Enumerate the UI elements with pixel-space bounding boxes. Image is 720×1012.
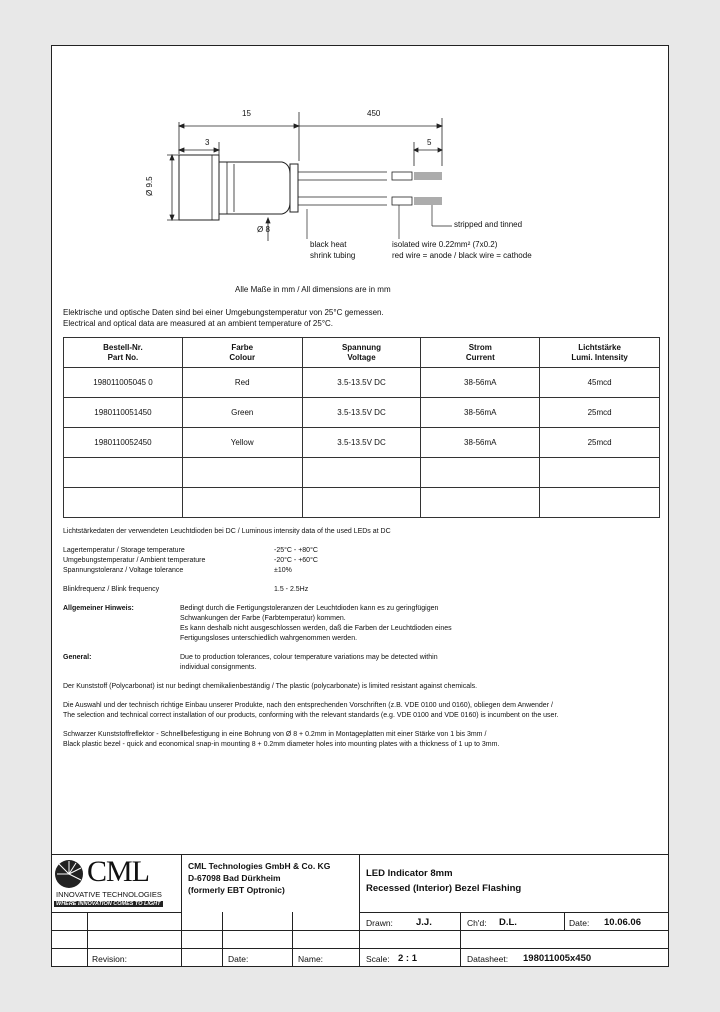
drawn-value: J.J. [416,917,432,928]
dim-dia-8: Ø 8 [257,225,270,234]
general-de-label: Allgemeiner Hinweis: [63,605,134,612]
date-label: Date: [569,918,590,928]
header-intensity: Lichtstärke Lumi. Intensity [540,338,660,368]
table-row: 1980110051450 Green 3.5-13.5V DC 38-56mA 25mcd [64,398,660,428]
table-header-row [64,338,660,368]
scale-value: 2 : 1 [398,953,418,964]
general-en-2: individual consignments. [180,664,257,671]
intro-de: Elektrische und optische Daten sind bei einer Umgebungstemperatur von 25°C gemessen. [63,308,384,317]
label-stripped: stripped and tinned [454,220,523,229]
table-row-empty [64,458,660,488]
company-address: D-67098 Bad Dürkheim [188,873,281,883]
logo-sub: INNOVATIVE TECHNOLOGIES [56,890,162,899]
ambient-label: Umgebungstemperatur / Ambient temperature [63,557,206,564]
dims-note: Alle Maße in mm / All dimensions are in mm [235,285,391,294]
company-name: CML Technologies GmbH & Co. KG [188,861,331,871]
date-value: 10.06.06 [604,917,641,928]
label-heat-shrink-2: shrink tubing [310,251,356,260]
drawn-label: Drawn: [366,918,393,928]
dim-15: 15 [242,109,251,118]
install-en: The selection and technical correct installation of our products, conforming with the relevant standards (e.g. VDE 0100 and VDE 0160) is incumbent on the user. [63,712,559,719]
plastic-note: Der Kunststoff (Polycarbonat) ist nur bedingt chemikalienbeständig / The plastic (polycarbonate) is limited resistant against chemicals. [63,683,478,690]
header-colour: Farbe Colour [182,338,302,368]
general-en-label: General: [63,654,92,661]
table-row: 1980110052450 Yellow 3.5-13.5V DC 38-56mA 25mcd [64,428,660,458]
logo-text: CML [87,855,150,888]
tolerance-label: Spannungstoleranz / Voltage tolerance [63,567,184,574]
dim-3: 3 [205,138,210,147]
dim-dia-9-5: Ø 9.5 [145,176,154,196]
spec-table [63,337,660,518]
general-de-1: Bedingt durch die Fertigungstoleranzen der Leuchtdioden kann es zu geringfügigen [180,605,439,612]
name-label: Name: [298,954,324,964]
ambient-value: -20°C - +60°C [274,557,318,564]
header-part-no: Bestell-Nr. Part No. [64,338,183,368]
intro-en: Electrical and optical data are measured at an ambient temperature of 25°C. [63,319,334,328]
label-wire-2: red wire = anode / black wire = cathode [392,251,532,260]
product-subtitle: Recessed (Interior) Bezel Flashing [366,883,522,894]
product-title: LED Indicator 8mm [366,868,453,879]
company-former: (formerly EBT Optronic) [188,885,285,895]
blink-label: Blinkfrequenz / Blink frequency [63,586,160,593]
chkd-label: Ch'd: [467,918,487,928]
datasheet-label: Datasheet: [467,954,509,964]
dim-5: 5 [427,138,432,147]
general-de-2: Schwankungen der Farbe (Farbtemperatur) kommen. [180,615,346,622]
lumi-note: Lichtstärkedaten der verwendeten Leuchtdioden bei DC / Luminous intensity data of the used LEDs at DC [63,528,391,535]
logo-tagline: WHERE INNOVATION COMES TO LIGHT [56,901,161,907]
general-de-4: Fertigungsloses unterschiedlich wahrgenommen werden. [180,635,358,642]
title-block [52,854,668,967]
header-voltage: Spannung Voltage [302,338,421,368]
storage-label: Lagertemperatur / Storage temperature [63,547,185,554]
general-de-3: Es kann deshalb nicht ausgeschlossen werden, daß die Farben der Leuchtdioden eines [180,625,452,632]
chkd-value: D.L. [499,917,517,928]
datasheet-value: 198011005x450 [523,953,592,964]
datasheet-sheet [51,45,669,967]
table-row: 198011005045 0 Red 3.5-13.5V DC 38-56mA 45mcd [64,368,660,398]
header-current: Strom Current [421,338,540,368]
bezel-de: Schwarzer Kunststoffreflektor - Schnellbefestigung in eine Bohrung von Ø 8 + 0.2mm in Montageplatten mit einer Stärke von 1 bis 3mm / [63,731,487,738]
blink-value: 1.5 - 2.5Hz [274,586,309,593]
scale-label: Scale: [366,954,390,964]
bezel-en: Black plastic bezel - quick and economical snap-in mounting 8 + 0.2mm diameter holes into mounting plates with a thickness of 1 up to 3mm. [63,741,500,748]
tolerance-value: ±10% [274,567,292,574]
general-en-1: Due to production tolerances, colour temperature variations may be detected within [180,654,438,661]
install-de: Die Auswahl und der technisch richtige Einbau unserer Produkte, nach den entsprechenden Vorschriften (z.B. VDE 0100 und 0160), obliegen dem Anwender / [63,702,553,709]
cml-logo [54,855,178,909]
label-wire-1: isolated wire 0.22mm² (7x0.2) [392,240,498,249]
led-drawing [52,46,668,286]
revision-date-label: Date: [228,954,249,964]
label-heat-shrink-1: black heat [310,240,347,249]
revision-label: Revision: [92,954,127,964]
logo-burst-icon [54,859,84,889]
storage-value: -25°C - +80°C [274,547,318,554]
dim-450: 450 [367,109,381,118]
table-row-empty [64,488,660,518]
